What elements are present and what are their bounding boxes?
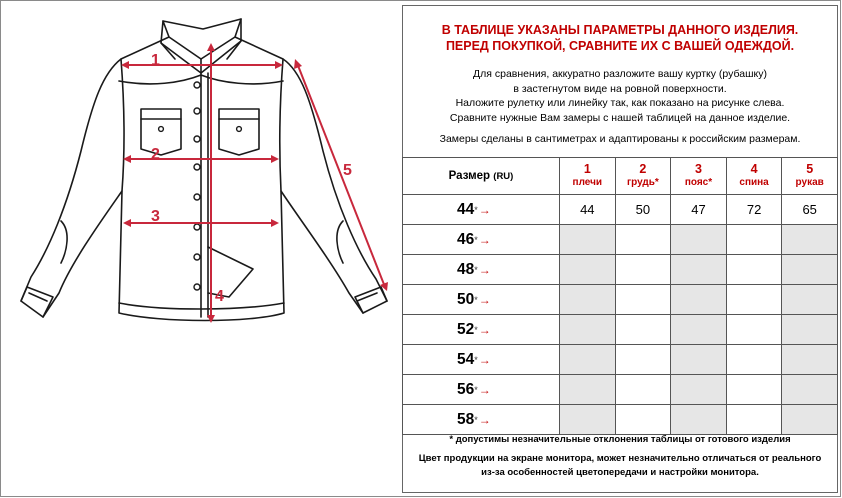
measurement-cell (615, 315, 671, 345)
measurement-cell (560, 255, 616, 285)
size-asterisk: * (474, 324, 478, 335)
measurement-cell (560, 405, 616, 435)
size-cell (403, 375, 560, 405)
size-cell (403, 405, 560, 435)
size-value: 48 (457, 260, 475, 278)
table-row (403, 345, 838, 375)
measurement-cell (726, 375, 782, 405)
measurement-cell (726, 255, 782, 285)
instruction-line-1: Для сравнения, аккуратно разложите вашу куртку (рубашку) (473, 68, 767, 80)
size-value: 50 (457, 290, 475, 308)
measurement-cell: 47 (671, 195, 727, 225)
title-line-2: ПЕРЕД ПОКУПКОЙ, СРАВНИТЕ ИХ С ВАШЕЙ ОДЕЖДОЙ. (445, 39, 795, 53)
measurement-cell (615, 375, 671, 405)
size-asterisk: * (474, 294, 478, 305)
size-value: 56 (457, 380, 475, 398)
footer-disclaimer: * допустимы незначительные отклонения таблицы от готового изделия (449, 434, 791, 445)
arrow-icon: → (478, 382, 491, 397)
size-value: 58 (457, 410, 475, 428)
size-asterisk: * (474, 384, 478, 395)
instruction-line-4: Сравните нужные Вам замеры с нашей таблицей на данное изделие. (449, 111, 791, 124)
size-value: 52 (457, 320, 475, 338)
arrow-icon: → (478, 232, 491, 247)
column-header-back (726, 158, 782, 195)
measurement-cell (671, 225, 727, 255)
table-row (403, 375, 838, 405)
measurement-cell (560, 315, 616, 345)
measurement-cell (782, 315, 838, 345)
chart-header (403, 6, 837, 157)
shirt-sketch (1, 1, 401, 495)
table-row (403, 315, 838, 345)
measurement-cell (671, 255, 727, 285)
size-asterisk: * (474, 264, 478, 275)
size-cell (403, 285, 560, 315)
column-number: 5 (806, 162, 814, 176)
chart-footer (403, 432, 837, 480)
size-asterisk: * (474, 204, 478, 215)
size-header-label: Размер (448, 170, 491, 182)
size-value: 46 (457, 230, 475, 248)
measurement-cell (615, 345, 671, 375)
diagram-label-5: 5 (343, 162, 352, 179)
column-number: 1 (583, 162, 591, 176)
footer-color-note-1: Цвет продукции на экране монитора, может незначительно отличаться от реального (418, 453, 822, 464)
size-header-unit: (RU) (493, 171, 514, 182)
measurement-cell (671, 285, 727, 315)
size-column-header (403, 158, 560, 195)
diagram-label-4: 4 (215, 288, 224, 305)
column-label: спина (739, 177, 769, 188)
measurement-cell: 50 (615, 195, 671, 225)
measurement-cell (560, 285, 616, 315)
arrow-icon: → (478, 202, 491, 217)
table-row (403, 405, 838, 435)
column-label: грудь* (626, 177, 659, 188)
measurement-cell (726, 405, 782, 435)
measurement-cell (671, 345, 727, 375)
size-table (402, 157, 838, 435)
table-row (403, 255, 838, 285)
measurement-cell (560, 375, 616, 405)
measurement-cell: 65 (782, 195, 838, 225)
column-number: 4 (750, 162, 758, 176)
instructions (403, 67, 837, 125)
diagram-label-3: 3 (151, 208, 160, 225)
measurement-cell (782, 285, 838, 315)
instruction-line-3: Наложите рулетку или линейку так, как показано на рисунке слева. (455, 97, 785, 109)
size-cell (403, 195, 560, 225)
column-header-shoulders (560, 158, 616, 195)
table-row (403, 285, 838, 315)
size-cell (403, 315, 560, 345)
measurement-cell (782, 375, 838, 405)
column-number: 2 (639, 162, 647, 176)
measurement-cell: 72 (726, 195, 782, 225)
shirt-diagram (1, 1, 401, 495)
size-asterisk: * (474, 414, 478, 425)
measurement-cell (615, 405, 671, 435)
size-asterisk: * (474, 234, 478, 245)
chart-title (403, 6, 837, 54)
arrow-icon: → (478, 322, 491, 337)
size-chart-panel (402, 5, 838, 493)
column-label: рукав (795, 177, 824, 188)
size-value: 54 (457, 350, 475, 368)
column-number: 3 (695, 162, 702, 176)
column-header-sleeve (782, 158, 838, 195)
measurement-cell (615, 225, 671, 255)
footer-color-note-2: из-за особенностей цветопередачи и настройки монитора. (481, 467, 759, 478)
measurement-cell (726, 315, 782, 345)
title-line-1: В ТАБЛИЦЕ УКАЗАНЫ ПАРАМЕТРЫ ДАННОГО ИЗДЕЛИЯ. (441, 23, 799, 37)
measurement-note: Замеры сделаны в сантиметрах и адаптированы к российским размерам. (439, 133, 801, 145)
size-cell (403, 255, 560, 285)
measurement-cell (782, 405, 838, 435)
table-row (403, 225, 838, 255)
column-header-waist (671, 158, 727, 195)
measurement-cell (726, 345, 782, 375)
instruction-line-2: в застегнутом виде на ровной поверхности. (513, 82, 727, 95)
table-row (403, 195, 838, 225)
measurement-cell: 44 (560, 195, 616, 225)
arrow-icon: → (478, 262, 491, 277)
measurement-cell (782, 345, 838, 375)
measurement-cell (615, 255, 671, 285)
column-label: пояс* (684, 177, 713, 188)
arrow-icon: → (478, 292, 491, 307)
measurement-cell (726, 285, 782, 315)
size-cell (403, 345, 560, 375)
arrow-icon: → (478, 412, 491, 427)
diagram-label-1: 1 (151, 52, 160, 69)
measurement-cell (671, 375, 727, 405)
table-header-row (403, 158, 838, 195)
measurement-cell (726, 225, 782, 255)
measurement-cell (671, 315, 727, 345)
column-header-chest (615, 158, 671, 195)
measurement-cell (671, 405, 727, 435)
measurement-cell (782, 225, 838, 255)
column-label: плечи (572, 177, 603, 188)
size-table-body (403, 195, 838, 435)
measurement-cell (615, 285, 671, 315)
size-cell (403, 225, 560, 255)
arrow-icon: → (478, 352, 491, 367)
size-value: 44 (457, 200, 475, 218)
size-asterisk: * (474, 354, 478, 365)
measurement-cell (560, 345, 616, 375)
measurement-cell (560, 225, 616, 255)
diagram-label-2: 2 (151, 146, 160, 163)
measurement-cell (782, 255, 838, 285)
